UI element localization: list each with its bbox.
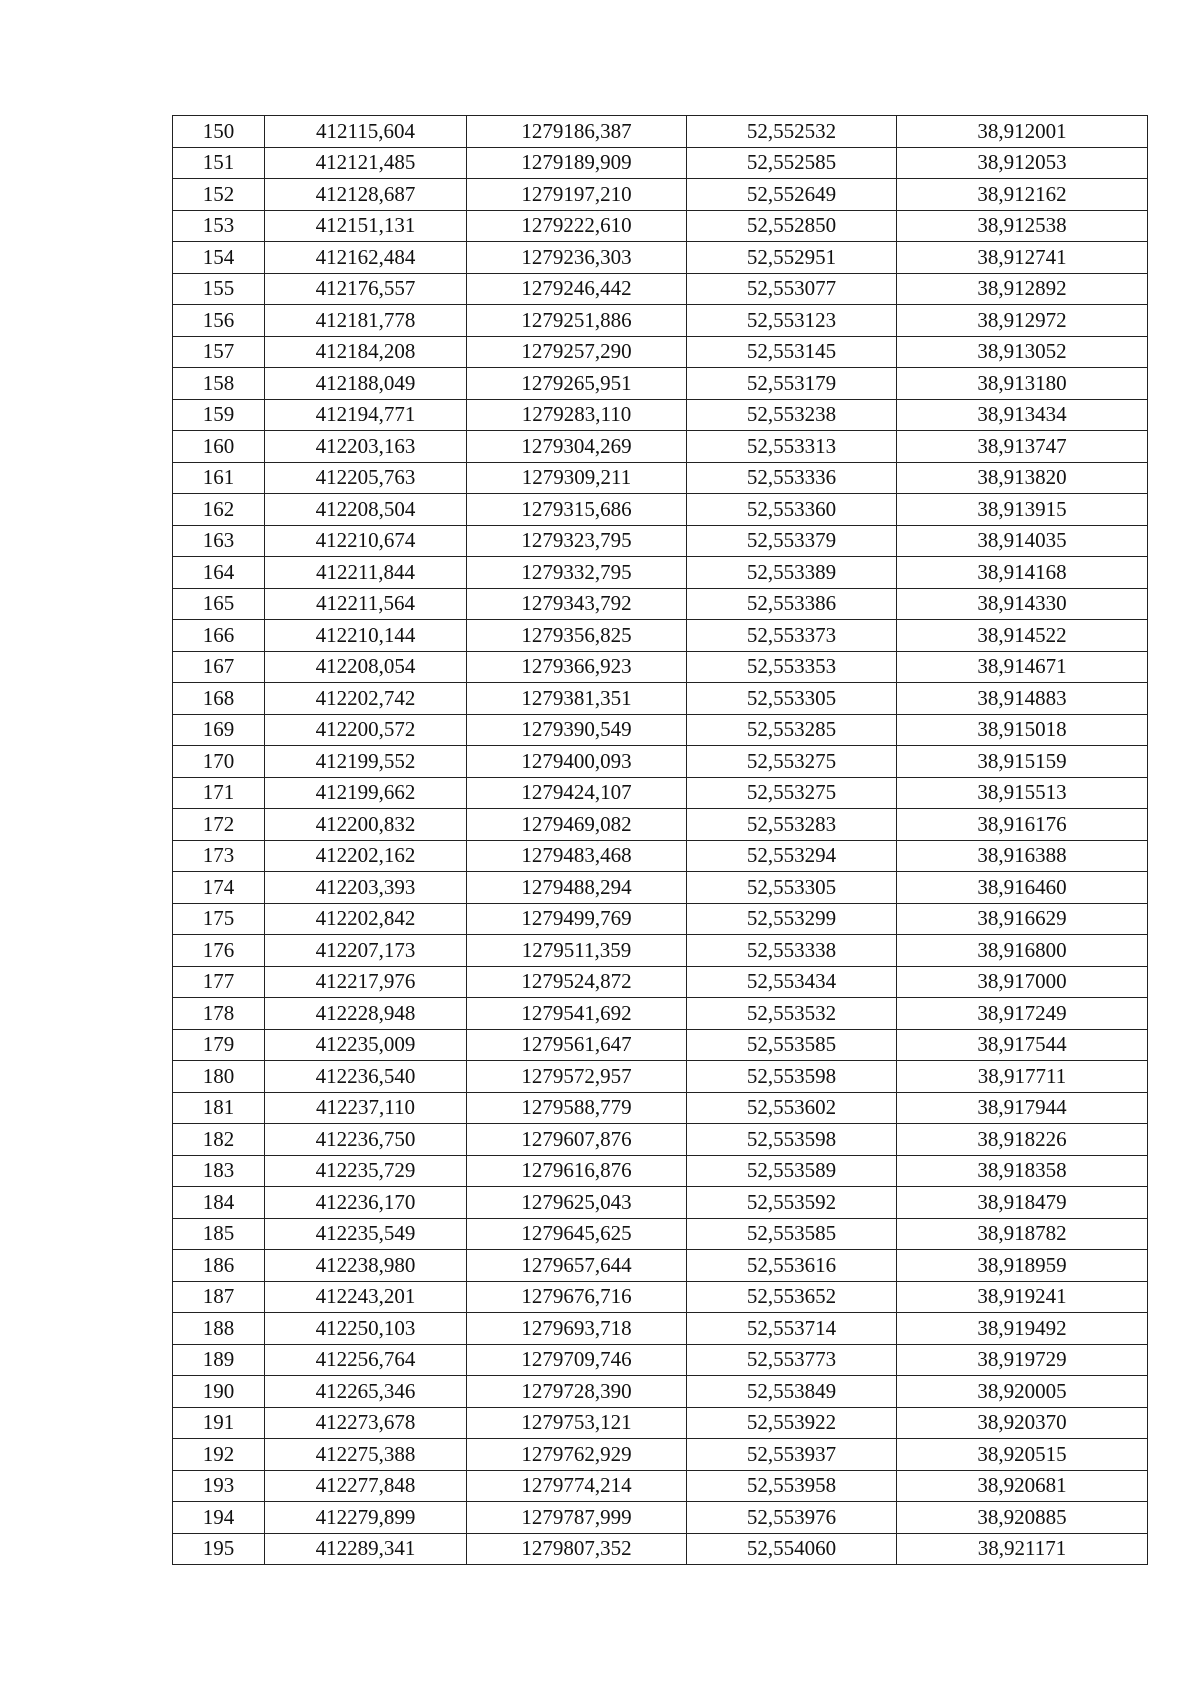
y-coordinate-cell: 1279265,951 — [467, 368, 687, 400]
table-row — [173, 1533, 1148, 1565]
point-number-cell: 151 — [173, 147, 265, 179]
table-row — [173, 1281, 1148, 1313]
coordinates-table-body — [173, 116, 1148, 1565]
y-coordinate-cell: 1279236,303 — [467, 242, 687, 274]
latitude-cell: 52,553360 — [687, 494, 897, 526]
latitude-cell: 52,553238 — [687, 399, 897, 431]
y-coordinate-cell: 1279645,625 — [467, 1218, 687, 1250]
longitude-cell: 38,920681 — [897, 1470, 1148, 1502]
point-number-cell: 160 — [173, 431, 265, 463]
latitude-cell: 52,553145 — [687, 336, 897, 368]
longitude-cell: 38,913915 — [897, 494, 1148, 526]
table-row — [173, 683, 1148, 715]
x-coordinate-cell: 412200,832 — [265, 809, 467, 841]
latitude-cell: 52,553598 — [687, 1061, 897, 1093]
latitude-cell: 52,553305 — [687, 872, 897, 904]
x-coordinate-cell: 412181,778 — [265, 305, 467, 337]
point-number-cell: 156 — [173, 305, 265, 337]
y-coordinate-cell: 1279762,929 — [467, 1439, 687, 1471]
point-number-cell: 174 — [173, 872, 265, 904]
latitude-cell: 52,552649 — [687, 179, 897, 211]
x-coordinate-cell: 412207,173 — [265, 935, 467, 967]
table-row — [173, 399, 1148, 431]
y-coordinate-cell: 1279511,359 — [467, 935, 687, 967]
x-coordinate-cell: 412250,103 — [265, 1313, 467, 1345]
longitude-cell: 38,912972 — [897, 305, 1148, 337]
y-coordinate-cell: 1279469,082 — [467, 809, 687, 841]
point-number-cell: 159 — [173, 399, 265, 431]
y-coordinate-cell: 1279356,825 — [467, 620, 687, 652]
table-row — [173, 651, 1148, 683]
x-coordinate-cell: 412202,162 — [265, 840, 467, 872]
point-number-cell: 169 — [173, 714, 265, 746]
longitude-cell: 38,919729 — [897, 1344, 1148, 1376]
longitude-cell: 38,912538 — [897, 210, 1148, 242]
latitude-cell: 52,553294 — [687, 840, 897, 872]
table-row — [173, 966, 1148, 998]
longitude-cell: 38,913747 — [897, 431, 1148, 463]
y-coordinate-cell: 1279315,686 — [467, 494, 687, 526]
longitude-cell: 38,918959 — [897, 1250, 1148, 1282]
latitude-cell: 52,553773 — [687, 1344, 897, 1376]
longitude-cell: 38,917249 — [897, 998, 1148, 1030]
longitude-cell: 38,915018 — [897, 714, 1148, 746]
longitude-cell: 38,914671 — [897, 651, 1148, 683]
table-row — [173, 998, 1148, 1030]
y-coordinate-cell: 1279323,795 — [467, 525, 687, 557]
y-coordinate-cell: 1279381,351 — [467, 683, 687, 715]
x-coordinate-cell: 412202,842 — [265, 903, 467, 935]
y-coordinate-cell: 1279390,549 — [467, 714, 687, 746]
point-number-cell: 166 — [173, 620, 265, 652]
longitude-cell: 38,919492 — [897, 1313, 1148, 1345]
table-row — [173, 557, 1148, 589]
y-coordinate-cell: 1279309,211 — [467, 462, 687, 494]
latitude-cell: 52,553922 — [687, 1407, 897, 1439]
longitude-cell: 38,920370 — [897, 1407, 1148, 1439]
longitude-cell: 38,913820 — [897, 462, 1148, 494]
y-coordinate-cell: 1279424,107 — [467, 777, 687, 809]
longitude-cell: 38,916629 — [897, 903, 1148, 935]
x-coordinate-cell: 412211,844 — [265, 557, 467, 589]
point-number-cell: 168 — [173, 683, 265, 715]
x-coordinate-cell: 412236,170 — [265, 1187, 467, 1219]
longitude-cell: 38,915159 — [897, 746, 1148, 778]
longitude-cell: 38,917944 — [897, 1092, 1148, 1124]
point-number-cell: 186 — [173, 1250, 265, 1282]
y-coordinate-cell: 1279676,716 — [467, 1281, 687, 1313]
y-coordinate-cell: 1279541,692 — [467, 998, 687, 1030]
point-number-cell: 177 — [173, 966, 265, 998]
latitude-cell: 52,553602 — [687, 1092, 897, 1124]
x-coordinate-cell: 412235,009 — [265, 1029, 467, 1061]
latitude-cell: 52,553379 — [687, 525, 897, 557]
x-coordinate-cell: 412184,208 — [265, 336, 467, 368]
latitude-cell: 52,553285 — [687, 714, 897, 746]
table-row — [173, 1502, 1148, 1534]
table-row — [173, 147, 1148, 179]
longitude-cell: 38,914522 — [897, 620, 1148, 652]
table-row — [173, 1313, 1148, 1345]
latitude-cell: 52,553353 — [687, 651, 897, 683]
x-coordinate-cell: 412208,504 — [265, 494, 467, 526]
latitude-cell: 52,553598 — [687, 1124, 897, 1156]
table-row — [173, 242, 1148, 274]
latitude-cell: 52,553937 — [687, 1439, 897, 1471]
x-coordinate-cell: 412279,899 — [265, 1502, 467, 1534]
x-coordinate-cell: 412217,976 — [265, 966, 467, 998]
y-coordinate-cell: 1279657,644 — [467, 1250, 687, 1282]
x-coordinate-cell: 412211,564 — [265, 588, 467, 620]
latitude-cell: 52,553338 — [687, 935, 897, 967]
x-coordinate-cell: 412199,552 — [265, 746, 467, 778]
point-number-cell: 150 — [173, 116, 265, 148]
table-row — [173, 525, 1148, 557]
point-number-cell: 192 — [173, 1439, 265, 1471]
y-coordinate-cell: 1279616,876 — [467, 1155, 687, 1187]
latitude-cell: 52,553652 — [687, 1281, 897, 1313]
table-row — [173, 872, 1148, 904]
y-coordinate-cell: 1279251,886 — [467, 305, 687, 337]
point-number-cell: 164 — [173, 557, 265, 589]
latitude-cell: 52,553123 — [687, 305, 897, 337]
latitude-cell: 52,553275 — [687, 746, 897, 778]
x-coordinate-cell: 412236,750 — [265, 1124, 467, 1156]
x-coordinate-cell: 412265,346 — [265, 1376, 467, 1408]
longitude-cell: 38,916388 — [897, 840, 1148, 872]
longitude-cell: 38,912162 — [897, 179, 1148, 211]
longitude-cell: 38,918782 — [897, 1218, 1148, 1250]
x-coordinate-cell: 412208,054 — [265, 651, 467, 683]
longitude-cell: 38,917000 — [897, 966, 1148, 998]
longitude-cell: 38,912892 — [897, 273, 1148, 305]
point-number-cell: 153 — [173, 210, 265, 242]
point-number-cell: 167 — [173, 651, 265, 683]
y-coordinate-cell: 1279753,121 — [467, 1407, 687, 1439]
y-coordinate-cell: 1279709,746 — [467, 1344, 687, 1376]
latitude-cell: 52,553585 — [687, 1029, 897, 1061]
longitude-cell: 38,915513 — [897, 777, 1148, 809]
y-coordinate-cell: 1279807,352 — [467, 1533, 687, 1565]
table-row — [173, 1029, 1148, 1061]
table-row — [173, 1344, 1148, 1376]
point-number-cell: 163 — [173, 525, 265, 557]
latitude-cell: 52,553976 — [687, 1502, 897, 1534]
latitude-cell: 52,553849 — [687, 1376, 897, 1408]
table-row — [173, 588, 1148, 620]
longitude-cell: 38,914035 — [897, 525, 1148, 557]
point-number-cell: 185 — [173, 1218, 265, 1250]
x-coordinate-cell: 412176,557 — [265, 273, 467, 305]
x-coordinate-cell: 412243,201 — [265, 1281, 467, 1313]
x-coordinate-cell: 412228,948 — [265, 998, 467, 1030]
point-number-cell: 155 — [173, 273, 265, 305]
table-row — [173, 179, 1148, 211]
point-number-cell: 152 — [173, 179, 265, 211]
table-row — [173, 273, 1148, 305]
table-row — [173, 746, 1148, 778]
table-row — [173, 809, 1148, 841]
y-coordinate-cell: 1279246,442 — [467, 273, 687, 305]
point-number-cell: 176 — [173, 935, 265, 967]
latitude-cell: 52,553299 — [687, 903, 897, 935]
latitude-cell: 52,553585 — [687, 1218, 897, 1250]
table-row — [173, 1376, 1148, 1408]
longitude-cell: 38,920005 — [897, 1376, 1148, 1408]
x-coordinate-cell: 412238,980 — [265, 1250, 467, 1282]
longitude-cell: 38,918358 — [897, 1155, 1148, 1187]
latitude-cell: 52,553958 — [687, 1470, 897, 1502]
point-number-cell: 178 — [173, 998, 265, 1030]
x-coordinate-cell: 412203,163 — [265, 431, 467, 463]
y-coordinate-cell: 1279488,294 — [467, 872, 687, 904]
table-row — [173, 1250, 1148, 1282]
x-coordinate-cell: 412128,687 — [265, 179, 467, 211]
x-coordinate-cell: 412199,662 — [265, 777, 467, 809]
longitude-cell: 38,918226 — [897, 1124, 1148, 1156]
table-row — [173, 1061, 1148, 1093]
point-number-cell: 183 — [173, 1155, 265, 1187]
longitude-cell: 38,916460 — [897, 872, 1148, 904]
y-coordinate-cell: 1279728,390 — [467, 1376, 687, 1408]
longitude-cell: 38,919241 — [897, 1281, 1148, 1313]
y-coordinate-cell: 1279625,043 — [467, 1187, 687, 1219]
point-number-cell: 189 — [173, 1344, 265, 1376]
x-coordinate-cell: 412273,678 — [265, 1407, 467, 1439]
y-coordinate-cell: 1279257,290 — [467, 336, 687, 368]
point-number-cell: 184 — [173, 1187, 265, 1219]
point-number-cell: 180 — [173, 1061, 265, 1093]
table-row — [173, 431, 1148, 463]
longitude-cell: 38,916800 — [897, 935, 1148, 967]
y-coordinate-cell: 1279524,872 — [467, 966, 687, 998]
x-coordinate-cell: 412205,763 — [265, 462, 467, 494]
table-row — [173, 714, 1148, 746]
table-row — [173, 1187, 1148, 1219]
latitude-cell: 52,553434 — [687, 966, 897, 998]
point-number-cell: 181 — [173, 1092, 265, 1124]
latitude-cell: 52,553077 — [687, 273, 897, 305]
point-number-cell: 190 — [173, 1376, 265, 1408]
point-number-cell: 157 — [173, 336, 265, 368]
point-number-cell: 179 — [173, 1029, 265, 1061]
table-row — [173, 305, 1148, 337]
point-number-cell: 171 — [173, 777, 265, 809]
x-coordinate-cell: 412202,742 — [265, 683, 467, 715]
y-coordinate-cell: 1279186,387 — [467, 116, 687, 148]
table-row — [173, 903, 1148, 935]
table-row — [173, 1124, 1148, 1156]
y-coordinate-cell: 1279304,269 — [467, 431, 687, 463]
y-coordinate-cell: 1279400,093 — [467, 746, 687, 778]
latitude-cell: 52,553714 — [687, 1313, 897, 1345]
latitude-cell: 52,553616 — [687, 1250, 897, 1282]
point-number-cell: 173 — [173, 840, 265, 872]
longitude-cell: 38,914330 — [897, 588, 1148, 620]
longitude-cell: 38,912741 — [897, 242, 1148, 274]
longitude-cell: 38,918479 — [897, 1187, 1148, 1219]
x-coordinate-cell: 412277,848 — [265, 1470, 467, 1502]
latitude-cell: 52,553373 — [687, 620, 897, 652]
point-number-cell: 175 — [173, 903, 265, 935]
x-coordinate-cell: 412235,729 — [265, 1155, 467, 1187]
table-row — [173, 777, 1148, 809]
x-coordinate-cell: 412121,485 — [265, 147, 467, 179]
longitude-cell: 38,917711 — [897, 1061, 1148, 1093]
table-row — [173, 494, 1148, 526]
longitude-cell: 38,912001 — [897, 116, 1148, 148]
longitude-cell: 38,917544 — [897, 1029, 1148, 1061]
longitude-cell: 38,920885 — [897, 1502, 1148, 1534]
latitude-cell: 52,552850 — [687, 210, 897, 242]
y-coordinate-cell: 1279189,909 — [467, 147, 687, 179]
table-row — [173, 368, 1148, 400]
y-coordinate-cell: 1279222,610 — [467, 210, 687, 242]
x-coordinate-cell: 412237,110 — [265, 1092, 467, 1124]
y-coordinate-cell: 1279693,718 — [467, 1313, 687, 1345]
longitude-cell: 38,913052 — [897, 336, 1148, 368]
x-coordinate-cell: 412235,549 — [265, 1218, 467, 1250]
table-row — [173, 116, 1148, 148]
y-coordinate-cell: 1279499,769 — [467, 903, 687, 935]
point-number-cell: 165 — [173, 588, 265, 620]
latitude-cell: 52,553389 — [687, 557, 897, 589]
point-number-cell: 188 — [173, 1313, 265, 1345]
point-number-cell: 182 — [173, 1124, 265, 1156]
table-row — [173, 1155, 1148, 1187]
x-coordinate-cell: 412200,572 — [265, 714, 467, 746]
table-row — [173, 1092, 1148, 1124]
latitude-cell: 52,553275 — [687, 777, 897, 809]
longitude-cell: 38,913180 — [897, 368, 1148, 400]
longitude-cell: 38,916176 — [897, 809, 1148, 841]
point-number-cell: 193 — [173, 1470, 265, 1502]
y-coordinate-cell: 1279787,999 — [467, 1502, 687, 1534]
point-number-cell: 158 — [173, 368, 265, 400]
point-number-cell: 195 — [173, 1533, 265, 1565]
latitude-cell: 52,553336 — [687, 462, 897, 494]
x-coordinate-cell: 412162,484 — [265, 242, 467, 274]
table-row — [173, 210, 1148, 242]
latitude-cell: 52,553179 — [687, 368, 897, 400]
longitude-cell: 38,912053 — [897, 147, 1148, 179]
y-coordinate-cell: 1279332,795 — [467, 557, 687, 589]
table-row — [173, 620, 1148, 652]
x-coordinate-cell: 412210,144 — [265, 620, 467, 652]
point-number-cell: 187 — [173, 1281, 265, 1313]
y-coordinate-cell: 1279197,210 — [467, 179, 687, 211]
y-coordinate-cell: 1279774,214 — [467, 1470, 687, 1502]
longitude-cell: 38,914168 — [897, 557, 1148, 589]
y-coordinate-cell: 1279283,110 — [467, 399, 687, 431]
coordinates-table — [172, 115, 1148, 1565]
x-coordinate-cell: 412256,764 — [265, 1344, 467, 1376]
y-coordinate-cell: 1279483,468 — [467, 840, 687, 872]
x-coordinate-cell: 412210,674 — [265, 525, 467, 557]
latitude-cell: 52,553532 — [687, 998, 897, 1030]
table-row — [173, 1218, 1148, 1250]
longitude-cell: 38,920515 — [897, 1439, 1148, 1471]
longitude-cell: 38,921171 — [897, 1533, 1148, 1565]
table-row — [173, 935, 1148, 967]
latitude-cell: 52,553592 — [687, 1187, 897, 1219]
table-row — [173, 1470, 1148, 1502]
latitude-cell: 52,552532 — [687, 116, 897, 148]
x-coordinate-cell: 412203,393 — [265, 872, 467, 904]
point-number-cell: 170 — [173, 746, 265, 778]
table-row — [173, 336, 1148, 368]
latitude-cell: 52,553313 — [687, 431, 897, 463]
point-number-cell: 162 — [173, 494, 265, 526]
x-coordinate-cell: 412275,388 — [265, 1439, 467, 1471]
table-row — [173, 462, 1148, 494]
table-row — [173, 840, 1148, 872]
x-coordinate-cell: 412289,341 — [265, 1533, 467, 1565]
x-coordinate-cell: 412151,131 — [265, 210, 467, 242]
x-coordinate-cell: 412236,540 — [265, 1061, 467, 1093]
latitude-cell: 52,552951 — [687, 242, 897, 274]
y-coordinate-cell: 1279572,957 — [467, 1061, 687, 1093]
y-coordinate-cell: 1279366,923 — [467, 651, 687, 683]
point-number-cell: 161 — [173, 462, 265, 494]
table-row — [173, 1439, 1148, 1471]
x-coordinate-cell: 412188,049 — [265, 368, 467, 400]
latitude-cell: 52,553589 — [687, 1155, 897, 1187]
y-coordinate-cell: 1279607,876 — [467, 1124, 687, 1156]
y-coordinate-cell: 1279343,792 — [467, 588, 687, 620]
point-number-cell: 172 — [173, 809, 265, 841]
y-coordinate-cell: 1279561,647 — [467, 1029, 687, 1061]
x-coordinate-cell: 412194,771 — [265, 399, 467, 431]
longitude-cell: 38,914883 — [897, 683, 1148, 715]
latitude-cell: 52,552585 — [687, 147, 897, 179]
table-row — [173, 1407, 1148, 1439]
point-number-cell: 191 — [173, 1407, 265, 1439]
latitude-cell: 52,553305 — [687, 683, 897, 715]
longitude-cell: 38,913434 — [897, 399, 1148, 431]
latitude-cell: 52,554060 — [687, 1533, 897, 1565]
point-number-cell: 154 — [173, 242, 265, 274]
x-coordinate-cell: 412115,604 — [265, 116, 467, 148]
y-coordinate-cell: 1279588,779 — [467, 1092, 687, 1124]
point-number-cell: 194 — [173, 1502, 265, 1534]
latitude-cell: 52,553386 — [687, 588, 897, 620]
latitude-cell: 52,553283 — [687, 809, 897, 841]
